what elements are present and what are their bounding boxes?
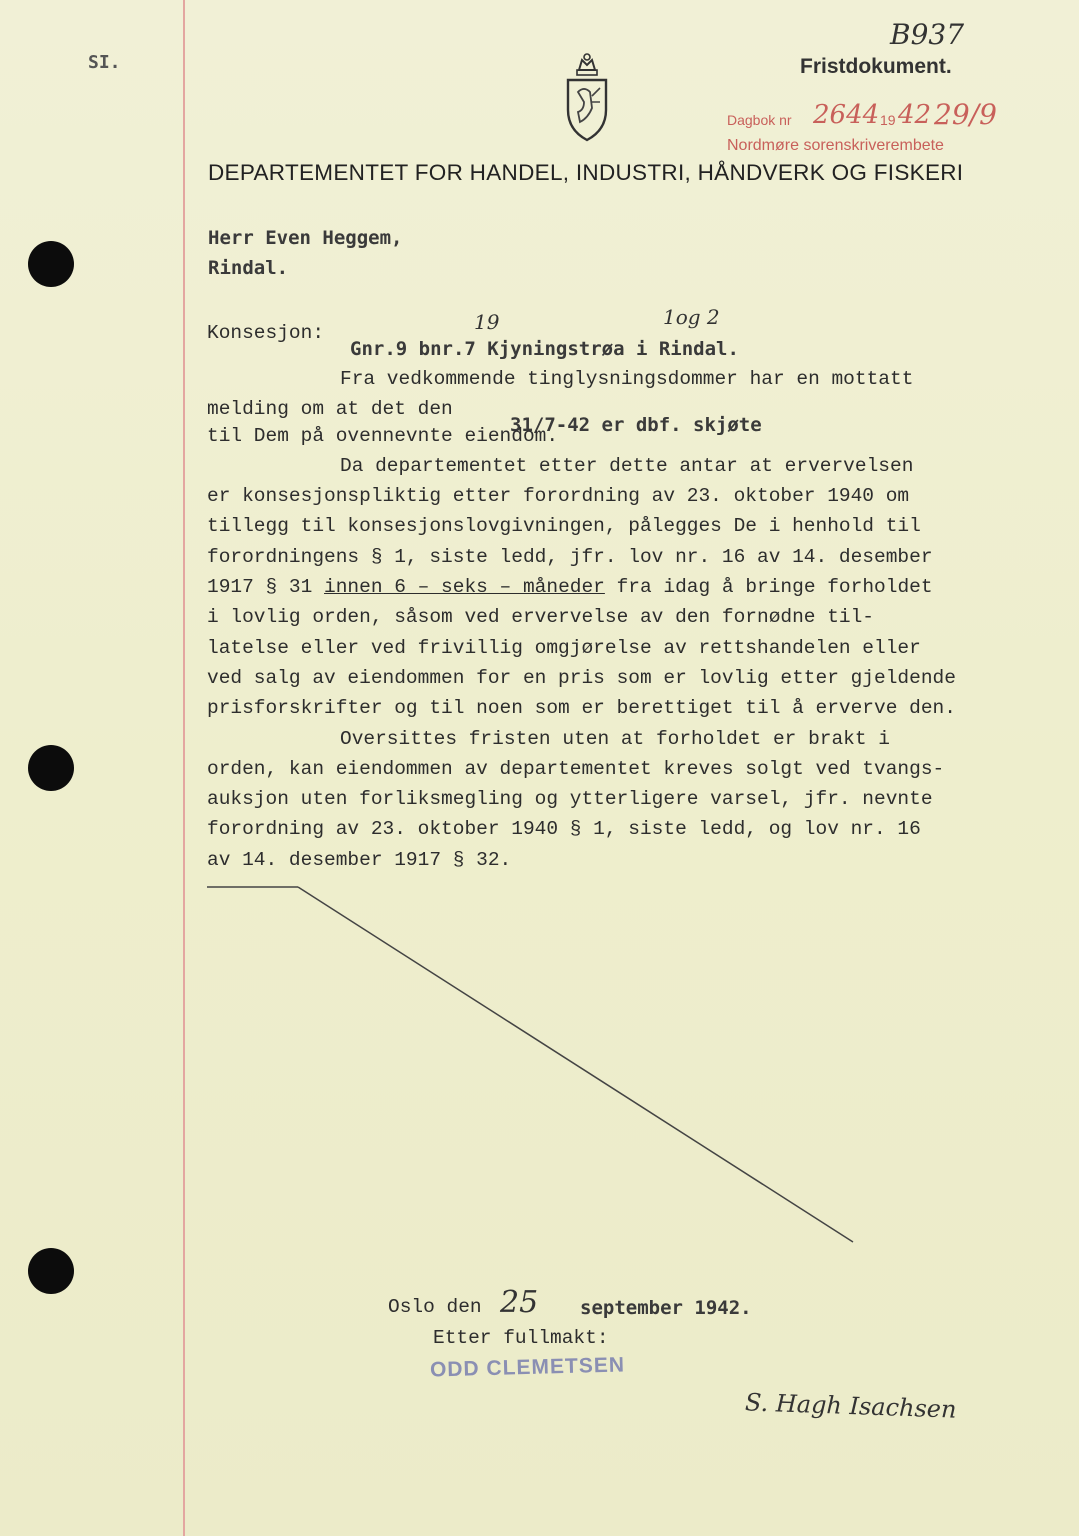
left-corner-code: SI. (88, 52, 121, 73)
body-p2-line5-b: fra idag å bringe forholdet (604, 576, 933, 598)
stamp-year-prefix: 19 (880, 112, 896, 128)
body-p2-line7: latelse eller ved frivillig omgjørelse av rettshandelen eller (207, 637, 921, 659)
stamp-year: 42 (898, 100, 932, 130)
stamp-office: Nordmøre sorenskriverembete (727, 137, 944, 154)
name-stamp: ODD CLEMETSEN (429, 1353, 626, 1382)
handwritten-bnr-correction: 19 (474, 310, 500, 334)
body-p1-line3: til Dem på ovennevnte eiendom. (207, 425, 559, 447)
fristdokument-label: Fristdokument. (800, 55, 952, 78)
body-p2-line5-a: 1917 § 31 (207, 576, 325, 598)
closing-place: Oslo den (388, 1296, 482, 1318)
stamp-date: 29/9 (934, 98, 997, 131)
body-p3-line2: orden, kan eiendommen av departementet kreves solgt ved tvangs- (207, 758, 945, 780)
body-p2-line6: i lovlig orden, såsom ved ervervelse av den fornødne til- (207, 606, 875, 628)
closing-day-handwritten: 25 (500, 1285, 539, 1320)
closing-month-year: september 1942. (580, 1297, 752, 1319)
body-p1-line2: melding om at det den (207, 398, 453, 420)
handwritten-document-number: B937 (890, 18, 965, 51)
closing-authority: Etter fullmakt: (433, 1327, 609, 1349)
handwritten-name-correction: 1og 2 (663, 305, 720, 329)
body-p3-line5: av 14. desember 1917 § 32. (207, 849, 512, 871)
body-p2-line3: tillegg til konsesjonslovgivningen, pålegges De i henhold til (207, 515, 921, 537)
department-header: DEPARTEMENTET FOR HANDEL, INDUSTRI, HÅNDVERK OG FISKERI (208, 160, 964, 185)
body-p2-line2: er konsesjonspliktig etter forordning av 23. oktober 1940 om (207, 485, 910, 507)
subject-property: Gnr.9 bnr.7 Kjyningstrøa i Rindal. (350, 338, 739, 360)
body-p3-line4: forordning av 23. oktober 1940 § 1, siste ledd, og lov nr. 16 (207, 818, 921, 840)
body-p1-line1: Fra vedkommende tinglysningsdommer har en mottatt (340, 368, 914, 390)
body-p1-filled-date: 31/7-42 er dbf. skjøte (510, 414, 762, 436)
signature: S. Hagh Isachsen (744, 1388, 957, 1424)
body-p3-line3: auksjon uten forliksmegling og ytterligere varsel, jfr. nevnte (207, 788, 933, 810)
body-p2-line9: prisforskrifter og til noen som er berettiget til å erverve den. (207, 697, 956, 719)
addressee-name: Herr Even Heggem, (208, 227, 403, 249)
subject-label: Konsesjon: (207, 322, 325, 344)
body-p2-line8: ved salg av eiendommen for en pris som er lovlig etter gjeldende (207, 667, 956, 689)
body-p2-line4: forordningens § 1, siste ledd, jfr. lov nr. 16 av 14. desember (207, 546, 933, 568)
stamp-dagbok-prefix: Dagbok nr (727, 112, 792, 128)
stamp-dagbok-number: 2644 (813, 100, 880, 130)
addressee-place: Rindal. (208, 257, 289, 279)
body-p2-line1: Da departementet etter dette antar at ervervelsen (340, 455, 914, 477)
deadline-underlined: innen 6 – seks – måneder (324, 576, 605, 598)
body-p3-line1: Oversittes fristen uten at forholdet er brakt i (340, 728, 890, 750)
